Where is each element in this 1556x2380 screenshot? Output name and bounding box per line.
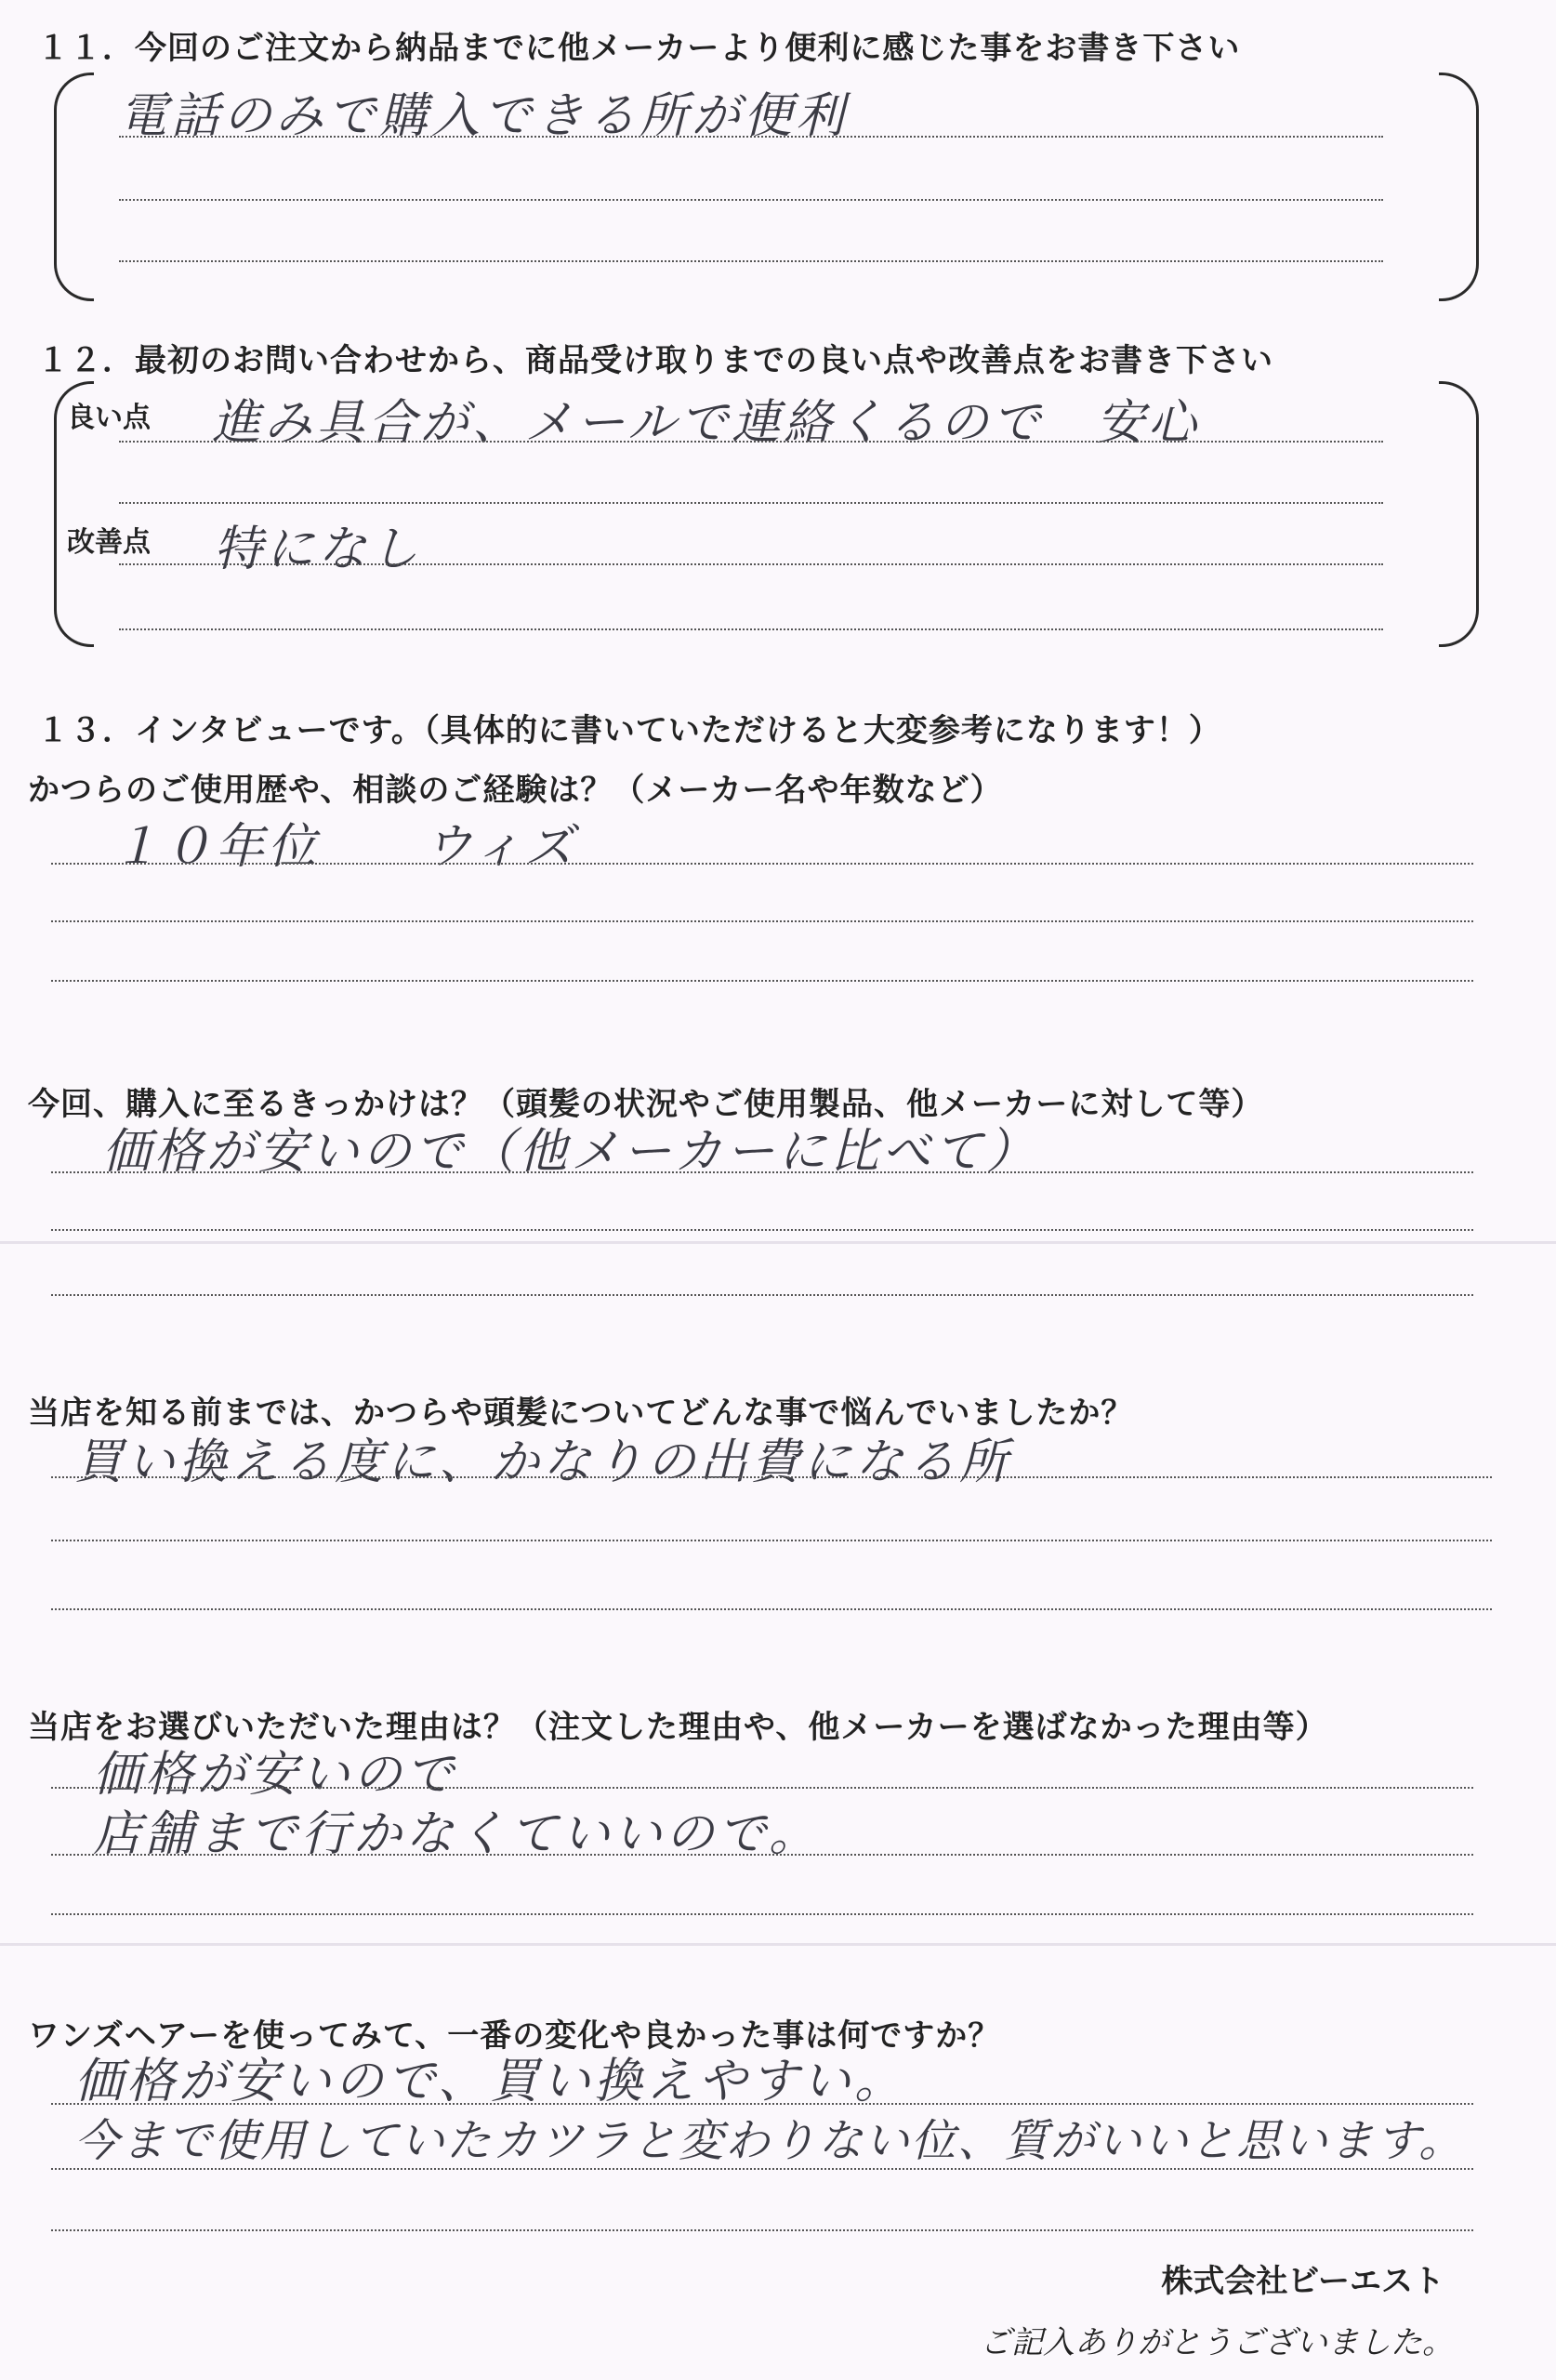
- improve-point-label: 改善点: [67, 526, 151, 559]
- answer-line: [51, 2229, 1473, 2231]
- q13-answer5-line1: 価格が安いので、買い換えやすい。: [74, 2054, 906, 2109]
- q11-title: １１．今回のご注文から納品までに他メーカーより便利に感じた事をお書き下さい: [37, 30, 1241, 67]
- q11-answer: 電話のみで購入できる所が便利: [119, 88, 849, 144]
- answer-line: [119, 502, 1383, 504]
- answer-line: [119, 199, 1383, 201]
- q11-bracket-right: [1439, 73, 1479, 301]
- answer-line: [119, 563, 1383, 565]
- answer-line: [51, 1294, 1473, 1296]
- good-point-label: 良い点: [67, 402, 151, 434]
- answer-line: [119, 628, 1383, 630]
- q13-title: １３．インタビューです。（具体的に書いていただけると大変参考になります！）: [37, 712, 1221, 749]
- answer-line: [51, 2168, 1473, 2170]
- answer-line: [119, 260, 1383, 262]
- paper-fold: [0, 1241, 1556, 1244]
- q13-sub1: かつらのご使用歴や、相談のご経験は？（メーカー名や年数など）: [28, 772, 1003, 809]
- answer-line: [51, 920, 1473, 922]
- thanks-message: ご記入ありがとうございました。: [980, 2324, 1454, 2361]
- q13-answer3: 買い換える度に、かなりの出費になる所: [74, 1435, 1012, 1490]
- answer-line: [51, 1540, 1492, 1541]
- q11-bracket-left: [54, 73, 94, 301]
- answer-line: [51, 1171, 1473, 1173]
- answer-line: [119, 136, 1383, 138]
- answer-line: [51, 1229, 1473, 1231]
- answer-line: [51, 863, 1473, 865]
- good-point-answer: 進み具合が、メールで連絡くるので 安心: [212, 395, 1200, 451]
- q13-answer4-line1: 価格が安いので: [93, 1747, 458, 1803]
- q13-sub2: 今回、購入に至るきっかけは？（頭髪の状況やご使用製品、他メーカーに対して等）: [28, 1086, 1264, 1123]
- answer-line: [51, 1854, 1473, 1856]
- q13-sub5: ワンズヘアーを使ってみて、一番の変化や良かった事は何ですか？: [28, 2017, 1001, 2055]
- q13-answer1: １０年位 ウィズ: [112, 819, 577, 875]
- answer-line: [51, 980, 1473, 982]
- q13-answer5-line2: 今まで使用していたカツラと変わりない位、質がいいと思います。: [74, 2115, 1466, 2167]
- answer-line: [51, 1608, 1492, 1610]
- answer-line: [51, 1913, 1473, 1915]
- answer-line: [51, 1787, 1473, 1789]
- company-name: 株式会社ビーエスト: [1161, 2263, 1444, 2300]
- q12-bracket-right: [1439, 381, 1479, 647]
- q13-sub3: 当店を知る前までは、かつらや頭髪についてどんな事で悩んでいましたか？: [28, 1395, 1134, 1432]
- paper-fold: [0, 1943, 1556, 1946]
- answer-line: [51, 1476, 1492, 1478]
- q13-answer2: 価格が安いので（他メーカーに比べて）: [102, 1124, 1038, 1180]
- q13-answer4-line2: 店舗まで行かなくていいので。: [93, 1806, 821, 1862]
- improve-point-answer: 特になし: [214, 522, 423, 577]
- q12-title: １２．最初のお問い合わせから、商品受け取りまでの良い点や改善点をお書き下さい: [37, 342, 1273, 379]
- answer-line: [119, 441, 1383, 443]
- q13-sub4: 当店をお選びいただいた理由は？（注文した理由や、他メーカーを選ばなかった理由等）: [28, 1709, 1328, 1746]
